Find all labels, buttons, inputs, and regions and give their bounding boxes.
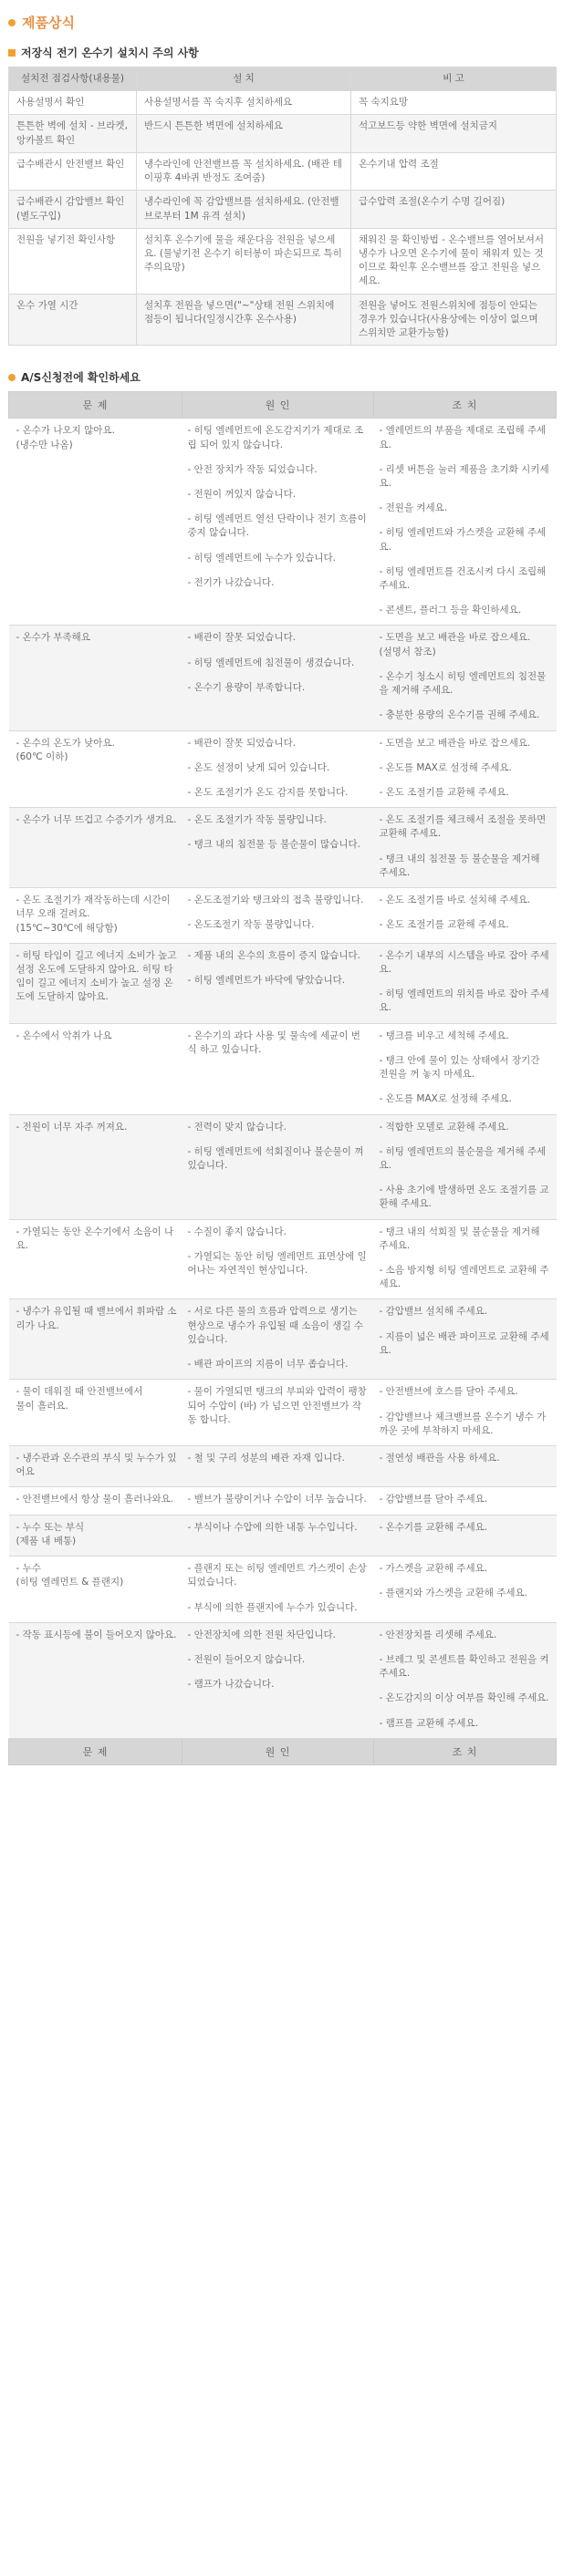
as-causes [182, 1622, 374, 1738]
as-action-item: - 리셋 버튼을 눌러 제품을 초기화 시키세요. [379, 463, 549, 489]
as-action-item: - 절연성 배관을 사용 하세요. [379, 1453, 500, 1464]
as-action-item: - 히팅 엘레먼트와 가스켓을 교환해 주세요. [379, 527, 547, 553]
as-action-item: - 온도 조절기를 바로 설치해 주세요. [379, 895, 531, 906]
as-row [9, 1446, 557, 1487]
as-action-item: - 플랜지와 가스켓을 교환해 주세요. [379, 1588, 527, 1599]
as-footer-action: 조 치 [374, 1738, 557, 1764]
as-cause-item: - 제품 내의 온수의 흐름이 증지 않습니다. [187, 949, 360, 961]
notice-cell-remark: 전원을 넣어도 전원스위치에 점등이 안되는 경우가 있습니다(사용상에는 이상이 없으며 스위치만 교환가능함) [351, 294, 557, 346]
as-problem: - 온수가 부족해요 [9, 626, 182, 730]
as-action-item: - 온도 조절기를 교환해 주세요. [379, 787, 509, 798]
notice-row [9, 91, 557, 115]
as-cause-item: - 배관이 잘못 되었습니다. [187, 632, 297, 644]
as-problem: - 히팅 타임이 길고 에너지 소비가 높고 설정 온도에 도달하지 않아요. 히팅 타임이 길고 에너지 소비가 높고 설정 온도에 도달하지 않아요. [9, 943, 182, 1023]
as-footer-problem: 문 제 [9, 1738, 182, 1764]
as-problem: - 온수의 온도가 낮아요. (60℃ 이하) [9, 730, 182, 808]
as-cause-item: - 철 및 구리 성분의 배관 자재 입니다. [187, 1453, 345, 1464]
as-causes [182, 1487, 374, 1515]
as-cause-item: - 전력이 맞지 않습니다. [187, 1121, 287, 1133]
notice-row [9, 115, 557, 152]
as-cause-item: - 배관 파이프의 지름이 너무 좁습니다. [187, 1359, 349, 1371]
as-causes [182, 1446, 374, 1487]
as-actions [374, 419, 557, 626]
as-cause-item: - 히팅 엘레먼트 열선 단락이나 전기 흐름이 중지 않습니다. [187, 513, 367, 539]
as-action-item: - 램프를 교환해 주세요. [379, 1717, 478, 1729]
as-cause-item: - 히팅 엘레먼트에 석회질이나 불순물이 껴있습니다. [187, 1145, 364, 1171]
as-problem: - 전원이 너무 자주 꺼져요. [9, 1114, 182, 1219]
as-cause-item: - 배관이 잘못 되었습니다. [187, 737, 297, 749]
notice-cell-install: 냉수라인에 안전밸브를 꼭 설치하세요. (배관 테이핑후 4바퀴 반정도 조여줌) [137, 152, 351, 190]
as-action-item: - 감압밸브 설치해 주세요. [379, 1306, 488, 1318]
as-cause-item: - 히팅 엘레먼트가 바닥에 닿았습니다. [187, 974, 346, 986]
as-footer-cause: 원 인 [182, 1738, 374, 1764]
as-action-item: - 전원을 켜세요. [379, 502, 448, 514]
as-causes [182, 419, 374, 626]
as-action-item: - 브레그 및 콘센트를 확인하고 전원을 켜주세요. [379, 1653, 549, 1680]
as-action-item: - 엘레먼트의 부품을 제대로 조립해 주세요. [379, 425, 547, 450]
as-problem: - 냉수관과 온수관의 부식 및 누수가 있어요 [9, 1446, 182, 1487]
as-causes [182, 808, 374, 888]
as-actions [374, 1299, 557, 1380]
as-causes [182, 1023, 374, 1114]
as-problem: - 온수가 나오지 않아요. (냉수만 나옴) [9, 419, 182, 626]
as-actions [374, 1515, 557, 1556]
as-action-item: - 탱크를 비우고 세척해 주세요. [379, 1029, 509, 1041]
as-action-item: - 온도를 MAX로 설정해 주세요. [379, 1093, 512, 1105]
as-action-item: - 히팅 엘레먼트의 위치를 바로 잡아 주세요. [379, 988, 549, 1014]
as-causes [182, 1380, 374, 1446]
as-action-item: - 감압밸브나 체크밸브를 온수기 냉수 가까운 곳에 부착하지 마세요. [379, 1411, 547, 1436]
as-action-item: - 안전장치를 리셋해 주세요. [379, 1629, 497, 1640]
as-cause-item: - 램프가 나갔습니다. [187, 1679, 275, 1691]
as-actions [374, 1219, 557, 1299]
square-bullet-icon [8, 49, 16, 57]
as-cause-item: - 물이 가열되면 탱크의 부피와 압력이 팽창 되어 수압이 (바) 가 넘으면 안전밸브가 작동 합니다. [187, 1386, 367, 1425]
as-header-action: 조 치 [374, 392, 557, 419]
as-header-row [9, 392, 557, 419]
as-cause-item: - 온도 설정이 낮게 되어 있습니다. [187, 761, 330, 773]
as-actions [374, 888, 557, 944]
as-causes [182, 1299, 374, 1380]
as-actions [374, 1557, 557, 1623]
notice-table [8, 67, 557, 346]
as-cause-item: - 온도조절기와 탱크와의 접촉 불량입니다. [187, 895, 364, 906]
as-action-item: - 탱크 안에 물이 있는 상태에서 장기간 전원을 꺼 놓지 마세요. [379, 1054, 540, 1081]
as-action-item: - 온수기 청소시 히팅 엘레먼트의 침전물을 제거해 주세요. [379, 670, 547, 697]
as-row [9, 1299, 557, 1380]
as-causes [182, 626, 374, 730]
as-causes [182, 1515, 374, 1556]
as-row [9, 1487, 557, 1515]
notice-cell-install: 사용설명서를 꼭 숙지후 설치하세요 [137, 91, 351, 115]
notice-cell-install: 냉수라인에 꼭 감압밸브를 설치하세요. (안전밸브로부터 1M 유격 설치) [137, 191, 351, 228]
as-causes [182, 1114, 374, 1219]
as-cause-item: - 밸브가 불량이거나 수압이 너무 높습니다. [187, 1494, 367, 1505]
as-cause-item: - 안전 장치가 작동 되었습니다. [187, 463, 318, 475]
as-action-item: - 소음 방지형 히팅 엘레먼트로 교환해 주세요. [379, 1265, 549, 1290]
as-action-item: - 사용 초기에 발생하면 온도 조절기를 교환해 주세요. [379, 1185, 549, 1210]
as-action-item: - 안전밸브에 호스를 달아 주세요. [379, 1386, 518, 1398]
as-row [9, 419, 557, 626]
as-row [9, 1622, 557, 1738]
notice-cell-check: 튼튼한 벽에 설치 - 브라켓,앙카볼트 확인 [9, 115, 137, 152]
as-cause-item: - 수질이 좋지 않습니다. [187, 1226, 287, 1237]
as-cause-item: - 온수기의 과다 사용 및 물속에 세균이 번식 하고 있습니다. [187, 1029, 360, 1055]
as-action-item: - 가스켓을 교환해 주세요. [379, 1563, 488, 1575]
as-cause-item: - 서로 다른 물의 흐름과 압력으로 생기는 현상으로 냉수가 유입될 때 소음이 생길 수 있습니다. [187, 1306, 363, 1345]
notice-cell-remark: 급수압력 조절(온수기 수명 길어짐) [351, 191, 557, 228]
notice-cell-remark: 온수기내 압력 조절 [351, 152, 557, 190]
as-action-item: - 도면을 보고 배관을 바로 잡으세요. (설명서 참조) [379, 632, 531, 657]
as-action-item: - 온도 조절기를 체크해서 조절을 못하면 교환해 주세요. [379, 814, 547, 840]
as-row [9, 1557, 557, 1623]
as-problem: - 온수에서 악취가 나요 [9, 1023, 182, 1114]
as-problem: - 누수 (히팅 엘레먼트 & 플랜지) [9, 1557, 182, 1623]
notice-cell-check: 급수배관시 감압밸브 확인(별도구입) [9, 191, 137, 228]
as-section-title: A/S신청전에 확인하세요 [8, 369, 556, 385]
notice-row [9, 152, 557, 190]
as-problem: - 안전밸브에서 항상 물이 흘러나와요. [9, 1487, 182, 1515]
as-problem: - 가열되는 동안 온수기에서 소음이 나요. [9, 1219, 182, 1299]
as-actions [374, 626, 557, 730]
as-row [9, 888, 557, 944]
as-row [9, 1023, 557, 1114]
as-action-item: - 온도감지의 이상 여부를 확인해 주세요. [379, 1692, 549, 1704]
as-causes [182, 943, 374, 1023]
as-action-item: - 콘센트, 플러그 등을 확인하세요. [379, 605, 522, 616]
as-actions [374, 808, 557, 888]
notice-cell-check: 사용설명서 확인 [9, 91, 137, 115]
as-row [9, 730, 557, 808]
as-action-item: - 지름이 넓은 배관 파이프로 교환해 주세요. [379, 1330, 549, 1356]
notice-row [9, 294, 557, 346]
as-cause-item: - 온도조절기 작동 불량입니다. [187, 919, 315, 931]
as-action-item: - 온수기 내부의 시스템을 바로 잡아 주세요. [379, 949, 549, 975]
notice-cell-check: 온수 가열 시간 [9, 294, 137, 346]
notice-header-row [9, 67, 557, 91]
as-cause-item: - 플랜지 또는 히팅 엘레먼트 가스켓이 손상되었습니다. [187, 1563, 367, 1588]
as-cause-item: - 안전장치에 의한 전원 차단입니다. [187, 1629, 336, 1640]
notice-cell-remark: 채워진 물 확인방법 - 온수밸브를 열어보셔서 냉수가 나오면 온수기에 물이 채워져 있는 것이므로 확인후 온수밸브를 잠고 전원을 넣으세요. [351, 228, 557, 294]
notice-cell-install: 설치후 온수기에 물을 채운다음 전원을 넣으세요. (물넣기전 온수기 히터봉이 파손되므로 특히 주의요망) [137, 228, 351, 294]
as-row [9, 1114, 557, 1219]
as-problem: - 물이 데워질 때 안전밸브에서 물이 흘러요. [9, 1380, 182, 1446]
as-action-item: - 감압밸브를 달아 주세요. [379, 1494, 488, 1505]
as-causes [182, 730, 374, 808]
as-action-item: - 도면을 보고 배관을 바로 잡으세요. [379, 737, 531, 749]
notice-section-title: 저장식 전기 온수기 설치시 주의 사항 [8, 45, 556, 60]
as-table [8, 391, 557, 1765]
as-row [9, 626, 557, 730]
as-actions [374, 1380, 557, 1446]
as-footer-row [9, 1738, 557, 1764]
as-cause-item: - 히팅 엘레먼트에 온도감지기가 제대로 조립 되어 있지 않습니다. [187, 425, 364, 450]
as-cause-item: - 전원이 꺼있지 않습니다. [187, 488, 297, 500]
as-actions [374, 1622, 557, 1738]
as-causes [182, 1557, 374, 1623]
as-cause-item: - 부식에 의한 플랜지에 누수가 있습니다. [187, 1601, 358, 1613]
as-row [9, 1380, 557, 1446]
notice-header-install: 설 치 [137, 67, 351, 91]
as-problem: - 작동 표시등에 불이 들어오지 않아요. [9, 1622, 182, 1738]
notice-cell-install: 반드시 튼튼한 벽면에 설치하세요 [137, 115, 351, 152]
as-action-item: - 탱크 내의 석회질 및 불순물을 제거해 주세요. [379, 1226, 540, 1251]
as-actions [374, 1487, 557, 1515]
as-actions [374, 943, 557, 1023]
as-cause-item: - 부식이나 수압에 의한 내통 누수입니다. [187, 1521, 358, 1533]
as-actions [374, 1446, 557, 1487]
as-cause-item: - 탱크 내의 침전물 등 불순물이 많습니다. [187, 839, 360, 851]
as-causes [182, 1219, 374, 1299]
as-action-item: - 적합한 모델로 교환해 주세요. [379, 1121, 509, 1133]
page [8, 0, 556, 1765]
notice-cell-check: 급수배관시 안전밸브 확인 [9, 152, 137, 190]
as-actions [374, 1023, 557, 1114]
as-cause-item: - 전기가 나갔습니다. [187, 576, 275, 588]
as-problem: - 온수가 너무 뜨겁고 수증기가 생겨요. [9, 808, 182, 888]
as-action-item: - 히팅 엘레먼트를 건조시켜 다시 조립해 주세요. [379, 565, 547, 592]
notice-cell-remark: 꼭 숙지요망 [351, 91, 557, 115]
as-cause-item: - 온도 조절기가 온도 감지를 못합니다. [187, 787, 349, 798]
bullet-icon [8, 19, 16, 26]
notice-row [9, 191, 557, 228]
notice-header-check: 설치전 점검사항(내용물) [9, 67, 137, 91]
as-problem: - 냉수가 유입될 때 밸브에서 휘파람 소리가 나요. [9, 1299, 182, 1380]
as-causes [182, 888, 374, 944]
as-row [9, 1219, 557, 1299]
bullet-icon [8, 374, 16, 381]
as-action-item: - 온수기를 교환해 주세요. [379, 1521, 488, 1533]
as-action-item: - 히팅 엘레먼트의 불순물을 제거해 주세요. [379, 1145, 547, 1171]
notice-cell-remark: 석고보드등 약한 벽면에 설치금지 [351, 115, 557, 152]
as-action-item: - 탱크 내의 침전물 등 불순물을 제거해 주세요. [379, 853, 540, 878]
as-problem: - 누수 또는 부식 (제품 내 배통) [9, 1515, 182, 1556]
as-row [9, 808, 557, 888]
notice-row [9, 228, 557, 294]
as-header-problem: 문 제 [9, 392, 182, 419]
as-cause-item: - 가열되는 동안 히팅 엘레먼트 표면상에 일어나는 자연적인 현상입니다. [187, 1250, 367, 1277]
notice-cell-install: 설치후 전원을 넣으면("~"상태 전원 스위치에 점등이 됩니다(일정시간후 온수사용) [137, 294, 351, 346]
as-cause-item: - 온수기 용량이 부족합니다. [187, 681, 306, 693]
as-problem: - 온도 조절기가 재작동하는데 시간이 너무 오래 걸려요. (15℃~30℃에 해당함) [9, 888, 182, 944]
as-row [9, 1515, 557, 1556]
notice-header-remark: 비 고 [351, 67, 557, 91]
as-action-item: - 온도를 MAX로 설정해 주세요. [379, 761, 512, 773]
as-cause-item: - 히팅 엘레먼트에 누수가 있습니다. [187, 552, 336, 564]
as-row [9, 943, 557, 1023]
as-actions [374, 730, 557, 808]
as-action-item: - 충분한 용량의 온수기를 권해 주세요. [379, 709, 540, 721]
as-cause-item: - 히팅 엘레먼트에 침전물이 생겼습니다. [187, 657, 355, 668]
as-cause-item: - 온도 조절기가 작동 불량입니다. [187, 814, 327, 826]
as-actions [374, 1114, 557, 1219]
as-cause-item: - 전원이 들어오지 않습니다. [187, 1653, 306, 1665]
notice-cell-check: 전원을 넣기전 확인사항 [9, 228, 137, 294]
as-action-item: - 온도 조절기를 교환해 주세요. [379, 919, 509, 931]
as-header-cause: 원 인 [182, 392, 374, 419]
page-title: 제품상식 [8, 13, 556, 32]
